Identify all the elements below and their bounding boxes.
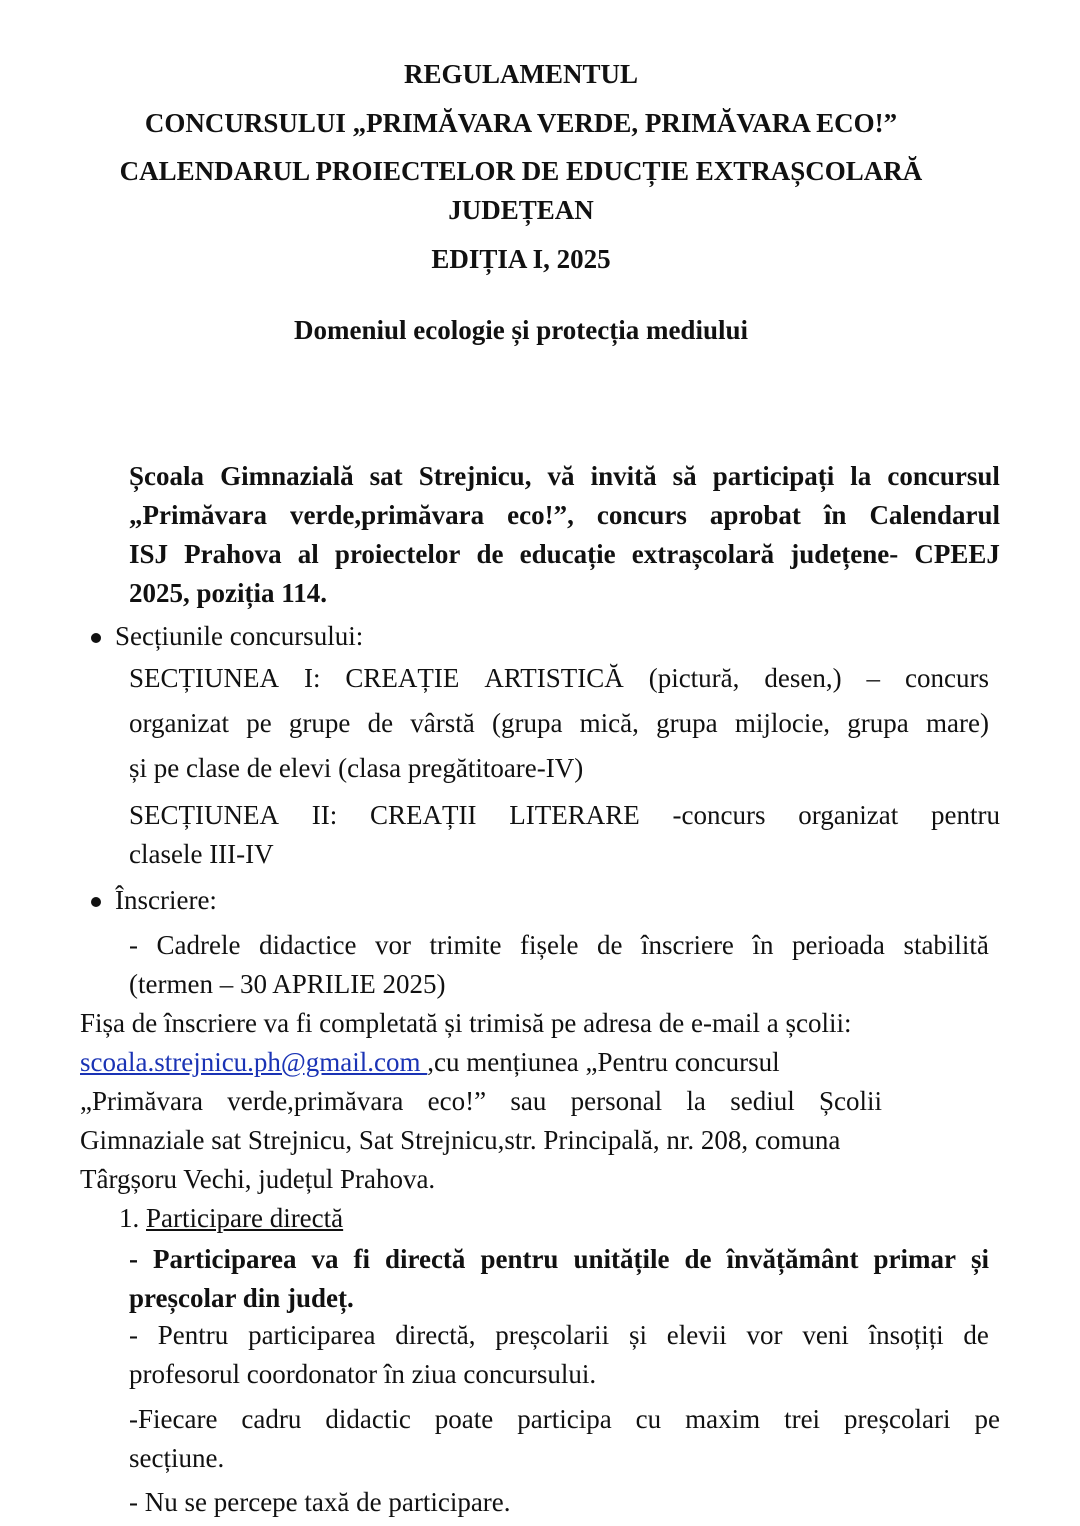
word: trimite: [429, 930, 502, 960]
word: de: [476, 539, 504, 569]
word: de: [684, 1244, 712, 1274]
word: participarea: [248, 1320, 376, 1350]
section-1-line-3: și pe clase de elevi (clasa pregătitoare-IV): [129, 753, 584, 783]
word: participați: [712, 461, 835, 491]
word: concurs: [596, 500, 687, 530]
word: sau: [510, 1086, 547, 1116]
word: și: [970, 1244, 989, 1274]
word: Gimnazială: [220, 461, 354, 491]
word: II:: [311, 800, 338, 830]
word: vă: [547, 461, 575, 491]
section-2-line-1: [129, 796, 1000, 835]
word: Școlii: [818, 1086, 882, 1116]
word: însoțiți: [868, 1320, 944, 1350]
word: personal: [570, 1086, 663, 1116]
word: pentru: [480, 1244, 559, 1274]
word: invită: [590, 461, 657, 491]
word: cu: [635, 1404, 662, 1434]
word: eco!”,: [507, 500, 574, 530]
word: Participarea: [153, 1244, 297, 1274]
word: CREAȚII: [370, 800, 477, 830]
word: fi: [353, 1244, 370, 1274]
participation-bold-line-2: preșcolar din județ.: [129, 1283, 354, 1313]
word: va: [311, 1244, 339, 1274]
word: organizat: [798, 800, 899, 830]
word: în: [823, 500, 847, 530]
word: I:: [303, 663, 321, 693]
word: de: [963, 1320, 989, 1350]
word: didactic: [325, 1404, 411, 1434]
word: Cadrele: [156, 930, 241, 960]
word: să: [672, 461, 697, 491]
word: directă,: [395, 1320, 476, 1350]
participation-number: 1.: [119, 1203, 140, 1233]
word: vor: [746, 1320, 783, 1350]
word: -: [129, 1244, 138, 1274]
section-1-line-1: [129, 659, 989, 698]
registration-deadline: (termen – 30 APRILIE 2025): [129, 969, 446, 999]
word: educație: [519, 539, 616, 569]
word: mijlocie,: [734, 708, 831, 738]
word: pe: [974, 1404, 1000, 1434]
section-2-line-2: clasele III-IV: [129, 839, 274, 869]
word: pe: [246, 708, 272, 738]
word: perioada: [791, 930, 885, 960]
word: pentru: [930, 800, 1000, 830]
participation-line-2: profesorul coordonator în ziua concursului.: [129, 1359, 597, 1389]
intro-line-3: [129, 535, 1000, 574]
word: extrașcolară: [631, 539, 775, 569]
form-line-1: Fișa de înscriere va fi completată și trimisă pe adresa de e-mail a școlii:: [80, 1008, 852, 1038]
word: maxim: [685, 1404, 761, 1434]
word: cadru: [241, 1404, 302, 1434]
word: în: [752, 930, 774, 960]
word: vor: [374, 930, 411, 960]
word: Prahova: [184, 539, 282, 569]
word: învățământ: [726, 1244, 859, 1274]
word: „Primăvara: [80, 1086, 203, 1116]
form-line-4: Gimnaziale sat Strejnicu, Sat Strejnicu,str. Principală, nr. 208, comuna: [80, 1125, 841, 1155]
word: participa: [517, 1404, 612, 1434]
word: la: [686, 1086, 706, 1116]
participation-bold-line-1: [129, 1240, 989, 1279]
word: ARTISTICĂ: [484, 663, 624, 693]
word: LITERARE: [509, 800, 640, 830]
domain-subtitle: Domeniul ecologie și protecția mediului: [294, 315, 748, 345]
participation-line-4: secțiune.: [129, 1443, 225, 1473]
word: primar: [873, 1244, 956, 1274]
participation-title: Participare directă: [146, 1203, 344, 1233]
intro-line-1: [129, 457, 1000, 496]
word: mare): [925, 708, 989, 738]
title-calendar: CALENDARUL PROIECTELOR DE EDUCȚIE EXTRAȘCOLARĂ: [119, 156, 923, 186]
word: trei: [784, 1404, 821, 1434]
word: Școala: [129, 461, 205, 491]
word: (grupa: [491, 708, 563, 738]
word: „Primăvara: [129, 500, 267, 530]
participation-line-5: - Nu se percepe taxă de participare.: [129, 1487, 511, 1517]
word: sat: [369, 461, 403, 491]
word: -: [129, 930, 138, 960]
word: concurs: [904, 663, 989, 693]
word: de: [596, 930, 623, 960]
word: înscriere: [640, 930, 734, 960]
word: veni: [802, 1320, 849, 1350]
word: concursul: [887, 461, 1000, 491]
word: CPEEJ: [914, 539, 1000, 569]
word: -Fiecare: [129, 1404, 218, 1434]
word: mică,: [579, 708, 639, 738]
form-line-2-rest: ,cu mențiunea „Pentru concursul: [427, 1047, 780, 1077]
word: verde,primăvara: [227, 1086, 404, 1116]
participation-heading: [119, 1199, 343, 1238]
word: la: [850, 461, 872, 491]
word: -concurs: [672, 800, 766, 830]
form-line-3: [80, 1082, 882, 1121]
word: vârstă: [410, 708, 475, 738]
word: și: [628, 1320, 647, 1350]
word: preșcolari: [844, 1404, 951, 1434]
section-1-line-2: [129, 704, 989, 743]
word: Pentru: [157, 1320, 229, 1350]
word: didactice: [258, 930, 357, 960]
word: proiectelor: [334, 539, 461, 569]
participation-line-1: [129, 1316, 989, 1355]
word: desen,): [764, 663, 842, 693]
word: grupa: [847, 708, 909, 738]
word: (pictură,: [648, 663, 740, 693]
word: unitățile: [573, 1244, 670, 1274]
word: CREAȚIE: [345, 663, 460, 693]
title-editia: EDIȚIA I, 2025: [431, 244, 611, 274]
word: verde,primăvara: [289, 500, 485, 530]
word: aprobat: [709, 500, 801, 530]
word: SECȚIUNEA: [129, 800, 279, 830]
registration-line-1: [129, 926, 989, 965]
sections-bullet: Secțiunile concursului:: [115, 617, 363, 656]
title-concurs: CONCURSULUI „PRIMĂVARA VERDE, PRIMĂVARA ECO!”: [144, 108, 898, 138]
email-link[interactable]: scoala.strejnicu.ph@gmail.com: [80, 1047, 428, 1077]
word: eco!”: [427, 1086, 487, 1116]
intro-line-2: [129, 496, 1000, 535]
word: Calendarul: [869, 500, 1000, 530]
word: al: [297, 539, 319, 569]
word: de: [367, 708, 394, 738]
word: organizat: [129, 708, 229, 738]
intro-line-4: 2025, poziția 114.: [129, 578, 328, 608]
word: SECȚIUNEA: [129, 663, 279, 693]
word: -: [129, 1320, 138, 1350]
title-judetean: JUDEȚEAN: [448, 195, 594, 225]
word: stabilită: [903, 930, 989, 960]
word: poate: [434, 1404, 494, 1434]
word: grupe: [288, 708, 351, 738]
word: –: [866, 663, 881, 693]
title-regulament: REGULAMENTUL: [403, 59, 639, 89]
word: preșcolarii: [495, 1320, 610, 1350]
participation-line-3: [129, 1400, 1000, 1439]
word: fișele: [519, 930, 579, 960]
form-line-5: Târgșoru Vechi, județul Prahova.: [80, 1164, 436, 1194]
registration-bullet: Înscriere:: [115, 881, 217, 920]
form-line-2: [80, 1043, 780, 1082]
word: grupa: [656, 708, 718, 738]
word: județene-: [790, 539, 899, 569]
word: directă: [384, 1244, 466, 1274]
word: elevii: [666, 1320, 727, 1350]
word: Strejnicu,: [418, 461, 532, 491]
word: ISJ: [129, 539, 169, 569]
word: sediul: [730, 1086, 795, 1116]
